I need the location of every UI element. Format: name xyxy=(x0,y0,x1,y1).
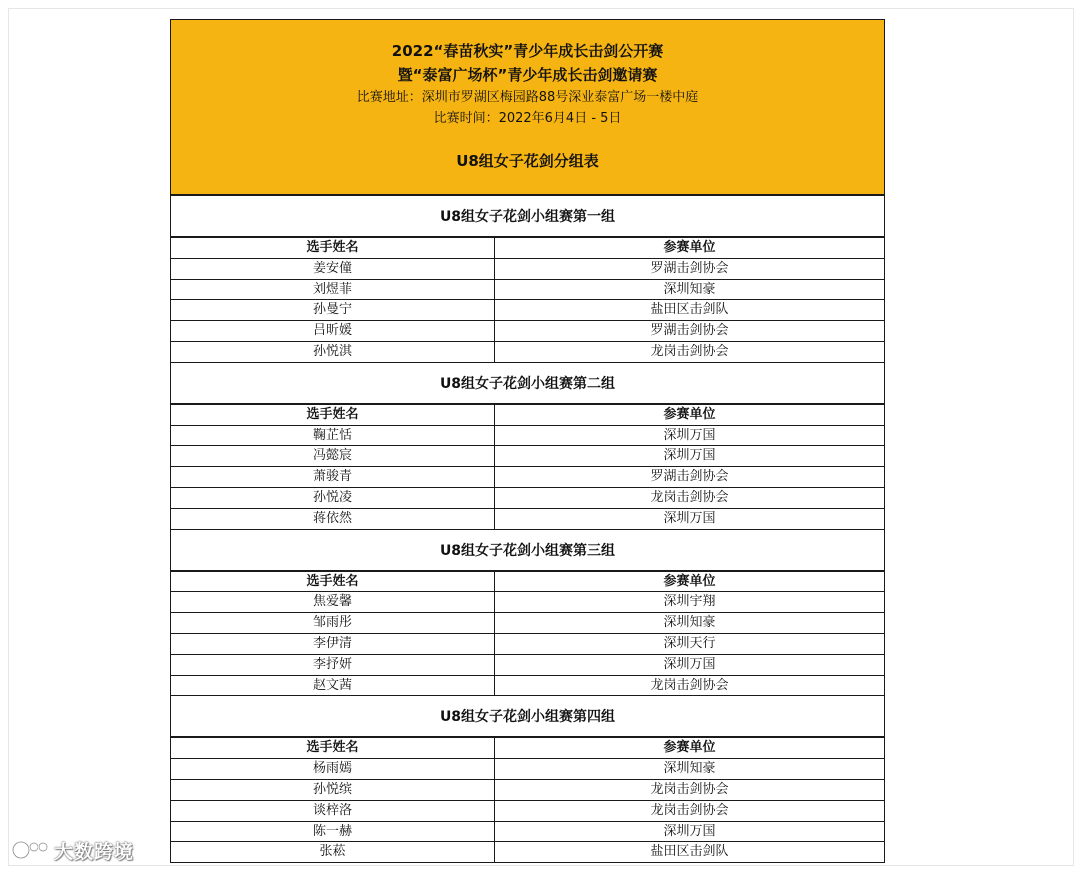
fencer-unit-cell: 深圳万国 xyxy=(495,426,884,447)
fencer-unit-cell: 龙岗击剑协会 xyxy=(495,488,884,509)
fencer-name-cell: 孙悦缤 xyxy=(171,780,495,801)
watermark xyxy=(10,836,134,864)
sheet-header xyxy=(171,19,884,196)
fencer-name-cell: 谈梓洛 xyxy=(171,801,495,822)
fencer-unit-cell: 盐田区击剑队 xyxy=(495,300,884,321)
group-table xyxy=(171,238,884,363)
fencer-name-cell: 孙曼宁 xyxy=(171,300,495,321)
group-title: U8组女子花剑小组赛第三组 xyxy=(171,530,884,572)
fencer-unit-cell: 深圳万国 xyxy=(495,509,884,530)
group-list xyxy=(171,196,884,863)
fencer-name-cell: 刘煜菲 xyxy=(171,280,495,301)
column-header-name: 选手姓名 xyxy=(171,405,495,426)
fencer-name-cell: 赵文茜 xyxy=(171,676,495,697)
group-table xyxy=(171,572,884,697)
fencer-name-cell: 杨雨嫣 xyxy=(171,759,495,780)
group-table xyxy=(171,738,884,863)
column-header-name: 选手姓名 xyxy=(171,738,495,759)
group-title: U8组女子花剑小组赛第四组 xyxy=(171,696,884,738)
fencer-unit-cell: 深圳万国 xyxy=(495,655,884,676)
fencer-name-cell: 吕昕媛 xyxy=(171,321,495,342)
fencer-unit-cell: 龙岗击剑协会 xyxy=(495,342,884,363)
fencer-name-cell: 鞠芷恬 xyxy=(171,426,495,447)
group-title: U8组女子花剑小组赛第二组 xyxy=(171,363,884,405)
fencer-name-cell: 邹雨彤 xyxy=(171,613,495,634)
fencer-name-cell: 蒋依然 xyxy=(171,509,495,530)
event-address: 比赛地址：深圳市罗湖区梅园路88号深业泰富广场一楼中庭 xyxy=(356,90,699,105)
group-table xyxy=(171,405,884,530)
group-sheet xyxy=(170,19,885,863)
fencer-name-cell: 萧骏青 xyxy=(171,467,495,488)
fencer-unit-cell: 深圳天行 xyxy=(495,634,884,655)
fencer-name-cell: 李抒妍 xyxy=(171,655,495,676)
fencer-unit-cell: 深圳万国 xyxy=(495,822,884,843)
fencer-unit-cell: 深圳知豪 xyxy=(495,613,884,634)
fencer-name-cell: 姜安僮 xyxy=(171,259,495,280)
column-header-name: 选手姓名 xyxy=(171,238,495,259)
fencer-unit-cell: 罗湖击剑协会 xyxy=(495,321,884,342)
fencer-name-cell: 李伊清 xyxy=(171,634,495,655)
fencer-unit-cell: 盐田区击剑队 xyxy=(495,842,884,863)
column-header-unit: 参赛单位 xyxy=(495,738,884,759)
group-title: U8组女子花剑小组赛第一组 xyxy=(171,196,884,238)
fencer-name-cell: 陈一赫 xyxy=(171,822,495,843)
fencer-unit-cell: 龙岗击剑协会 xyxy=(495,780,884,801)
event-subtitle: 暨“泰富广场杯”青少年成长击剑邀请赛 xyxy=(397,66,658,84)
fencer-unit-cell: 罗湖击剑协会 xyxy=(495,467,884,488)
watermark-text: 大数跨境 xyxy=(54,840,135,863)
fencer-name-cell: 孙悦凌 xyxy=(171,488,495,509)
table-title: U8组女子花剑分组表 xyxy=(456,152,599,170)
fencer-name-cell: 孙悦淇 xyxy=(171,342,495,363)
fencer-name-cell: 张菘 xyxy=(171,842,495,863)
fencer-name-cell: 焦爱馨 xyxy=(171,592,495,613)
column-header-unit: 参赛单位 xyxy=(495,572,884,593)
event-title: 2022“春苗秋实”青少年成长击剑公开赛 xyxy=(391,42,664,60)
column-header-unit: 参赛单位 xyxy=(495,405,884,426)
brand-logo-icon xyxy=(10,839,50,861)
column-header-name: 选手姓名 xyxy=(171,572,495,593)
fencer-unit-cell: 深圳万国 xyxy=(495,446,884,467)
fencer-unit-cell: 深圳宇翔 xyxy=(495,592,884,613)
fencer-unit-cell: 深圳知豪 xyxy=(495,280,884,301)
fencer-unit-cell: 深圳知豪 xyxy=(495,759,884,780)
fencer-unit-cell: 龙岗击剑协会 xyxy=(495,801,884,822)
fencer-unit-cell: 罗湖击剑协会 xyxy=(495,259,884,280)
column-header-unit: 参赛单位 xyxy=(495,238,884,259)
event-time: 比赛时间：2022年6月4日 - 5日 xyxy=(433,111,622,126)
fencer-unit-cell: 龙岗击剑协会 xyxy=(495,676,884,697)
fencer-name-cell: 冯懿宸 xyxy=(171,446,495,467)
